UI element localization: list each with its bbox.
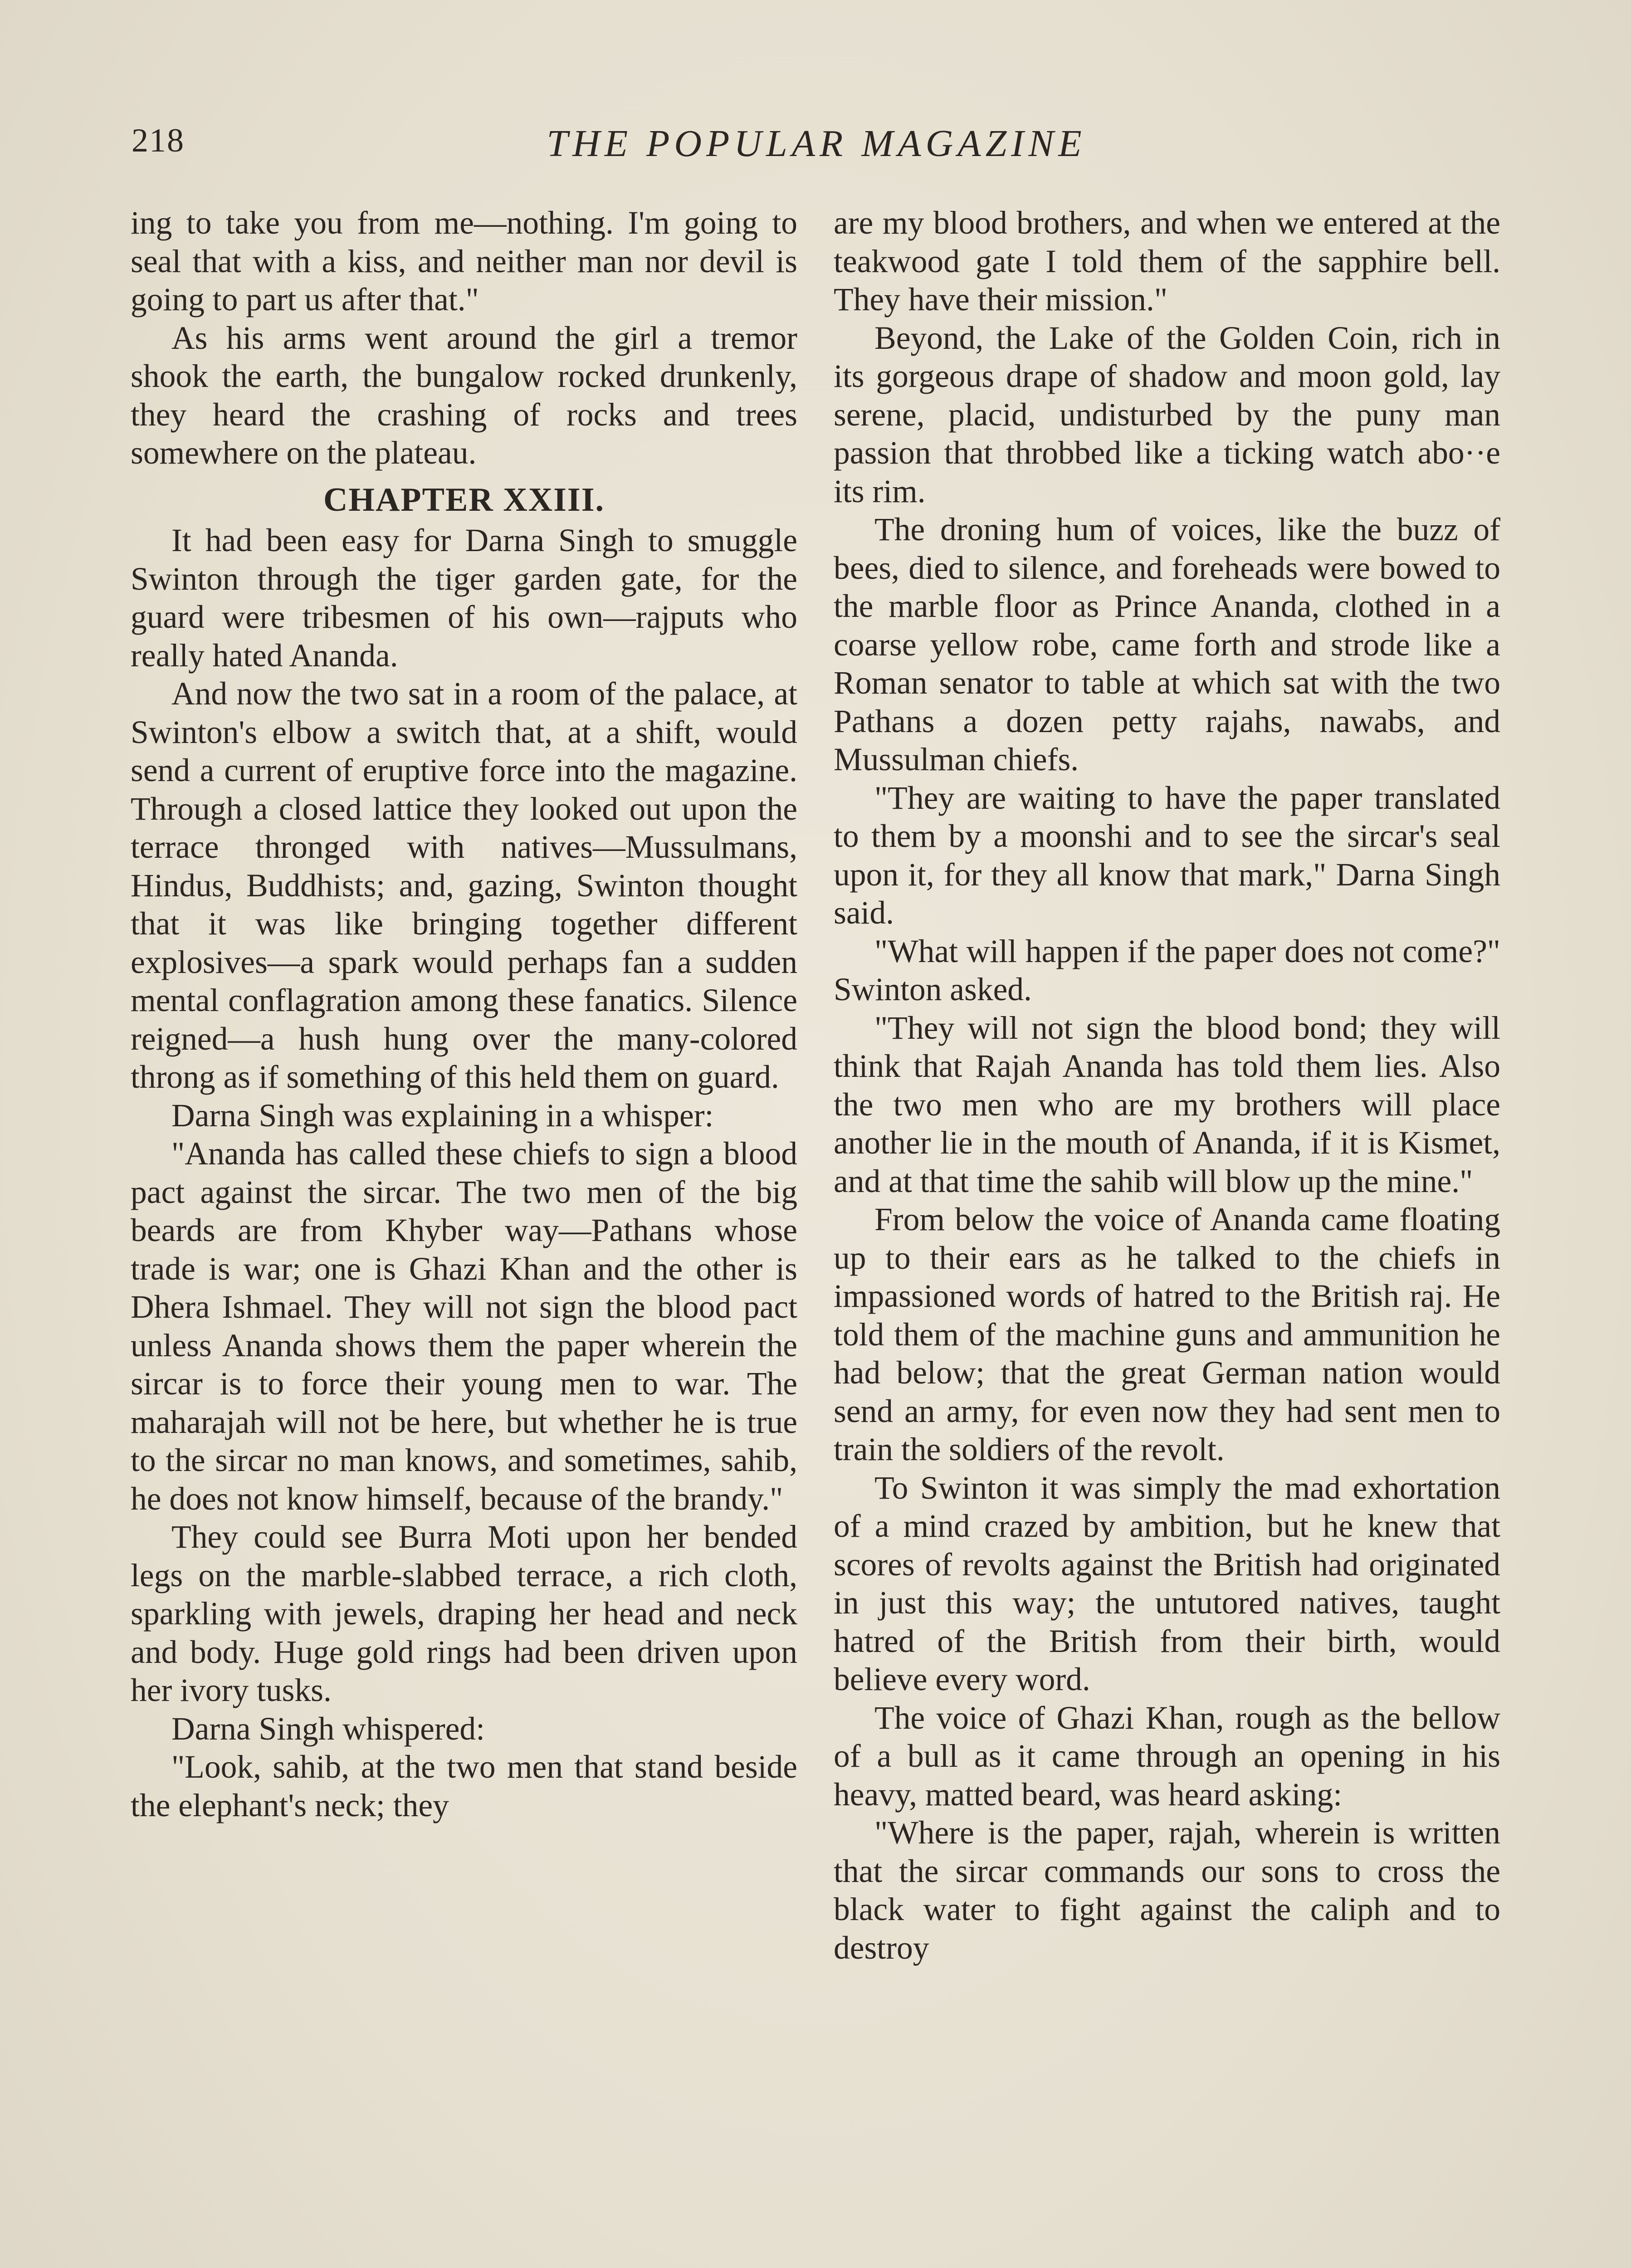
chapter-heading: CHAPTER XXIII.: [323, 481, 605, 518]
paragraph: From below the voice of Ananda came floating up to their ears as he talked to the chiefs in impassioned words of hatred to the British raj. He told them of the machine guns and ammunition he had below; that the great German nation would send an army, for even now they had sent men to train the soldiers of the revolt.: [834, 1202, 1500, 1467]
right-text-column: [834, 204, 1500, 1967]
paragraph: And now the two sat in a room of the palace, at Swinton's elbow a switch that, at a shift, would send a current of eruptive force into the magazine. Through a closed lattice they looked out upon the terrace thronged with natives—Mussulmans, Hindus, Buddhists; and, gazing, Swinton thought that it was like bringing together different explosives—a spark would perhaps fan a sudden mental conflagration among these fanatics. Silence reigned—a hush hung over the many-colored throng as if something of this held them on guard.: [131, 676, 797, 1095]
paragraph: "Ananda has called these chiefs to sign a blood pact against the sircar. The two men of the big beards are from Khyber way—Pathans whose trade is war; one is Ghazi Khan and the other is Dhera Ishmael. They will not sign the blood pact unless Ananda shows them the paper wherein the sircar is to force their young men to war. The maharajah will not be here, but whether he is true to the sircar no man knows, and sometimes, sahib, he does not know himself, because of the brandy.": [131, 1136, 797, 1517]
running-title: THE POPULAR MAGAZINE: [547, 122, 1086, 165]
paragraph: Darna Singh whispered:: [171, 1711, 485, 1747]
paragraph: are my blood brothers, and when we entered at the teakwood gate I told them of the sapphire bell. They have their mission.": [834, 205, 1500, 318]
paragraph: It had been easy for Darna Singh to smuggle Swinton through the tiger garden gate, for the guard were tribesmen of his own—rajputs who really hated Ananda.: [131, 523, 797, 674]
page-header: [132, 122, 1501, 171]
paragraph: "They will not sign the blood bond; they will think that Rajah Ananda has told them lies. Also the two men who are my brothers will place another lie in the mouth of Ananda, if it is Kismet, and at that time the sahib will blow up the mine.": [834, 1010, 1500, 1199]
left-text-column: [131, 204, 797, 1825]
paragraph: They could see Burra Moti upon her bended legs on the marble-slabbed terrace, a rich cloth, sparkling with jewels, draping her head and neck and body. Huge gold rings had been driven upon her ivory tusks.: [131, 1519, 797, 1708]
paragraph: "What will happen if the paper does not come?" Swinton asked.: [834, 933, 1500, 1007]
paragraph: To Swinton it was simply the mad exhortation of a mind crazed by ambition, but he knew that scores of revolts against the British had originated in just this way; the untutored natives, taught hatred of the British from their birth, would believe every word.: [834, 1470, 1500, 1697]
paragraph: Beyond, the Lake of the Golden Coin, rich in its gorgeous drape of shadow and moon gold, lay serene, placid, undisturbed by the puny man passion that throbbed like a ticking watch abo··e its rim.: [834, 320, 1500, 509]
paragraph: "Look, sahib, at the two men that stand beside the elephant's neck; they: [131, 1749, 797, 1823]
paragraph: ing to take you from me—nothing. I'm going to seal that with a kiss, and neither man nor devil is going to part us after that.": [131, 205, 797, 318]
paragraph: The voice of Ghazi Khan, rough as the bellow of a bull as it came through an opening in his heavy, matted beard, was heard asking:: [834, 1700, 1500, 1813]
paragraph: "They are waiting to have the paper translated to them by a moonshi and to see the sircar's seal upon it, for they all know that mark," Darna Singh said.: [834, 780, 1500, 931]
paragraph: As his arms went around the girl a tremor shook the earth, the bungalow rocked drunkenly, they heard the crashing of rocks and trees somewhere on the plateau.: [131, 320, 797, 471]
page-number: 218: [132, 122, 185, 159]
paragraph: Darna Singh was explaining in a whisper:: [171, 1097, 714, 1134]
paragraph: "Where is the paper, rajah, wherein is written that the sircar commands our sons to cross the black water to fight against the caliph and to destroy: [834, 1815, 1500, 1966]
paragraph: The droning hum of voices, like the buzz of bees, died to silence, and foreheads were bowed to the marble floor as Prince Ananda, clothed in a coarse yellow robe, came forth and strode like a Roman senator to table at which sat with the two Pathans a dozen petty rajahs, nawabs, and Mussulman chiefs.: [834, 512, 1500, 777]
